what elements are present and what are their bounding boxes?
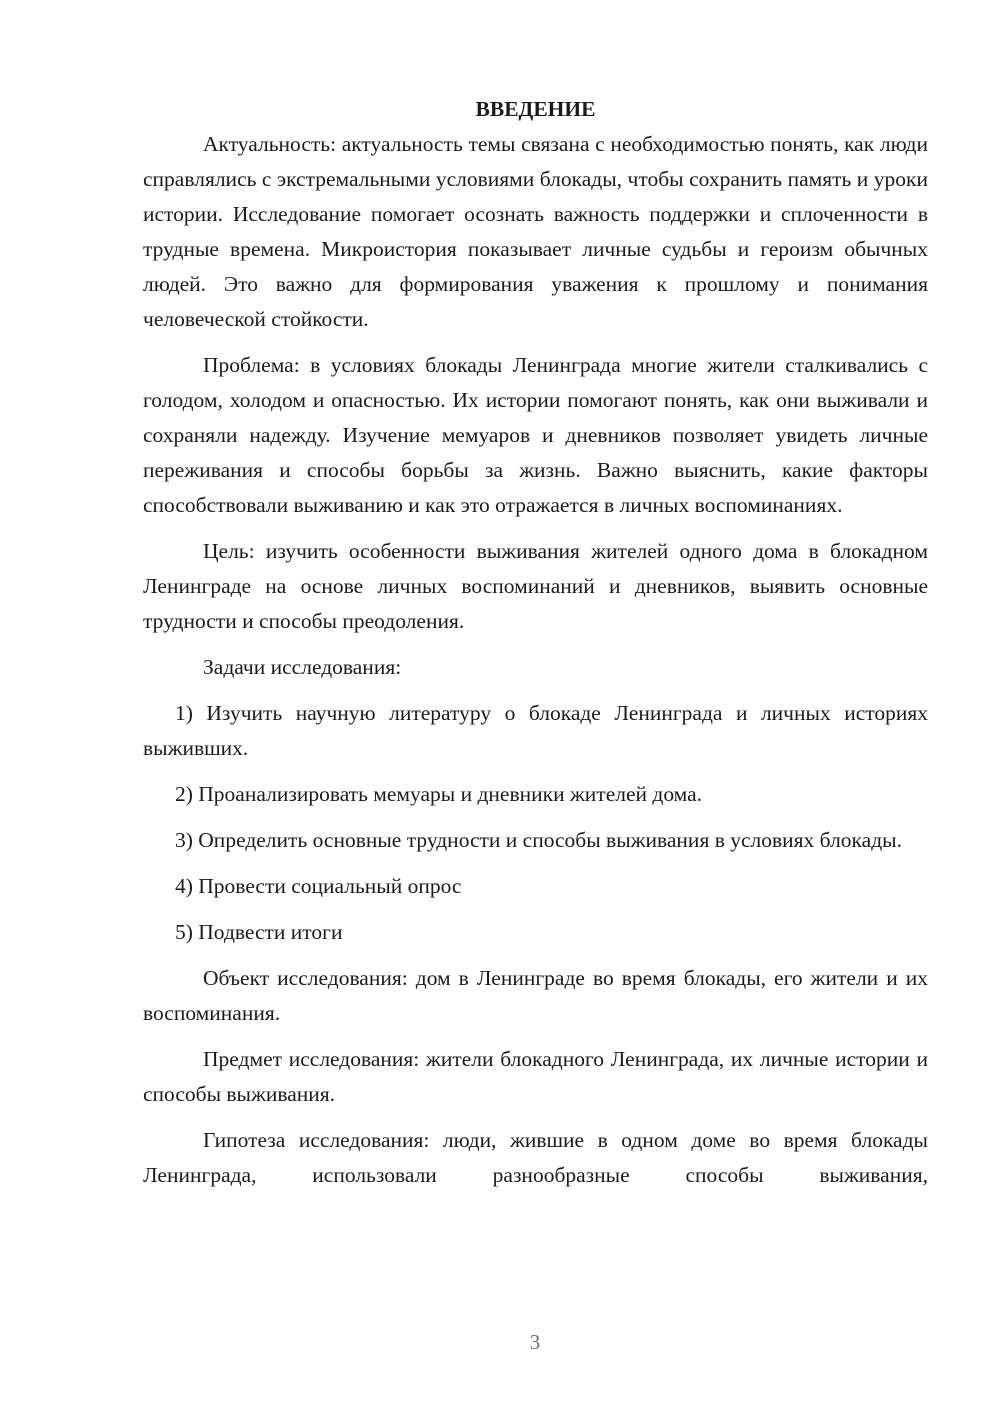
document-page <box>143 92 928 1204</box>
tasks-heading: Задачи исследования: <box>203 655 402 679</box>
page-number: 3 <box>529 1330 541 1354</box>
task-item-3: 3) Определить основные трудности и способы выживания в условиях блокады. <box>175 828 902 852</box>
paragraph-subject: Предмет исследования: жители блокадного Ленинграда, их личные истории и способы выживания. <box>143 1047 928 1106</box>
paragraph-goal: Цель: изучить особенности выживания жителей одного дома в блокадном Ленинграде на основе личных воспоминаний и дневников, выявить основные трудности и способы преодоления. <box>143 539 928 633</box>
paragraph-hypothesis: Гипотеза исследования: люди, жившие в одном доме во время блокады Ленинграда, использовали разнообразные способы выживания, <box>143 1128 928 1187</box>
paragraph-relevance: Актуальность: актуальность темы связана с необходимостью понять, как люди справлялись с экстремальными условиями блокады, чтобы сохранить память и уроки истории. Исследование помогает осознать важность поддержки и сплоченности в трудные времена. Микроистория показывает личные судьбы и героизм обычных людей. Это важно для формирования уважения к прошлому и понимания человеческой стойкости. <box>143 132 928 331</box>
paragraph-problem: Проблема: в условиях блокады Ленинграда многие жители сталкивались с голодом, холодом и опасностью. Их истории помогают понять, как они выживали и сохраняли надежду. Изучение мемуаров и дневников позволяет увидеть личные переживания и способы борьбы за жизнь. Важно выяснить, какие факторы способствовали выживанию и как это отражается в личных воспоминаниях. <box>143 353 928 517</box>
task-item-2: 2) Проанализировать мемуары и дневники жителей дома. <box>175 782 703 806</box>
task-item-5: 5) Подвести итоги <box>175 920 343 944</box>
task-item-4: 4) Провести социальный опрос <box>175 874 462 898</box>
task-item-1: 1) Изучить научную литературу о блокаде Ленинграда и личных историях выживших. <box>143 701 928 760</box>
paragraph-object: Объект исследования: дом в Ленинграде во время блокады, его жители и их воспоминания. <box>143 966 928 1025</box>
section-title: ВВЕДЕНИЕ <box>475 97 596 121</box>
